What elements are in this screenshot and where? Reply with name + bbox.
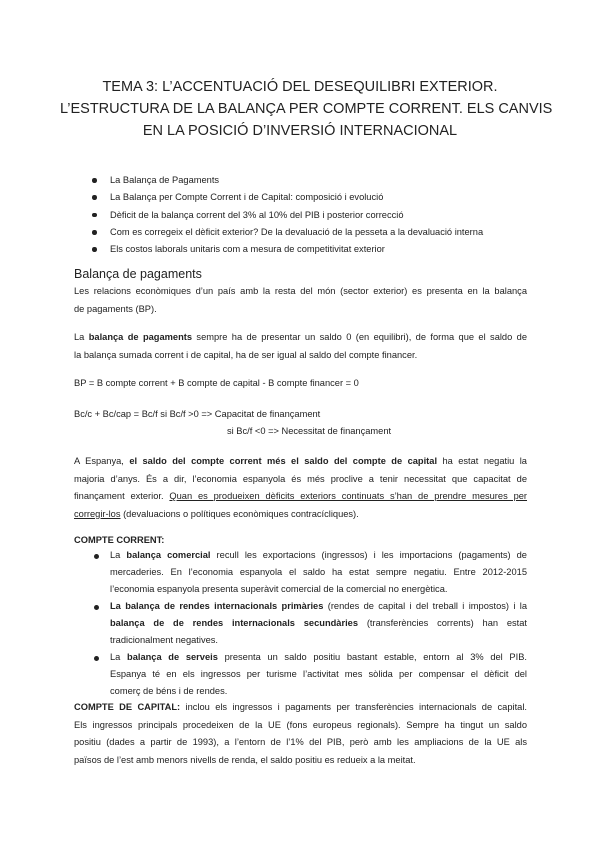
outline-item: Els costos laborals unitaris com a mesura de competitivitat exterior: [92, 241, 483, 258]
underlined-text: Quan es produeixen dèficits exteriors continuats s’han de prendre mesures per: [169, 491, 528, 501]
outline-list: [92, 172, 483, 258]
equation-condition-2: si Bc/f <0 => Necessitat de finançament: [227, 426, 392, 436]
text-run: La: [74, 332, 89, 342]
text-line: majoria d’anys. És a dir, l’economia espanyola és més proclive a tenir necessitat que capacitat de: [74, 473, 527, 484]
title-line-2: L’ESTRUCTURA DE LA BALANÇA PER COMPTE CORRENT. ELS CANVIS: [60, 101, 553, 117]
text-line: [110, 649, 527, 666]
list-item: [94, 649, 527, 700]
text-run: inclou els ingressos i pagaments per transferències internacionals de capital.: [180, 702, 527, 712]
bold-term: balança comercial: [126, 550, 211, 560]
bold-term: el saldo del compte corrent més el saldo del compte de capital: [129, 456, 438, 466]
text-run: A Espanya,: [74, 456, 130, 466]
text-run: recull les exportacions (ingressos) i les importacions (pagaments) de: [210, 550, 527, 560]
document-title: [60, 76, 553, 142]
text-run: finançament exterior.: [74, 491, 170, 501]
text-run: La: [110, 652, 128, 662]
text-line: [74, 506, 527, 524]
paragraph-balance: [74, 329, 527, 364]
list-item: [94, 547, 527, 598]
compte-corrent-heading: COMPTE CORRENT:: [74, 535, 165, 545]
text-line: [74, 453, 527, 471]
text-line: la balança sumada corrent i de capital, ha de ser igual al saldo del compte financer.: [74, 349, 418, 360]
text-line: [110, 615, 527, 632]
text-line: Els ingressos principals procedeixen de la UE (fons europeus regionals). Sempre ha tingut un saldo: [74, 719, 527, 730]
bold-term: COMPTE DE CAPITAL:: [74, 702, 181, 712]
compte-corrent-list: [94, 547, 527, 700]
title-line-1: TEMA 3: L’ACCENTUACIÓ DEL DESEQUILIBRI EXTERIOR.: [102, 79, 498, 95]
list-item: [94, 598, 527, 649]
equation-condition-1: Bc/c + Bc/cap = Bc/f si Bc/f >0 => Capacitat de finançament: [74, 409, 321, 419]
paragraph-capital: [74, 699, 527, 769]
bold-term: balança de pagaments: [88, 332, 193, 342]
text-line: Espanya té en els ingressos per turisme l’activitat mes sòlida per compensar el dèficit del: [110, 669, 527, 679]
text-run: La: [110, 550, 127, 560]
bold-term: balança de de rendes internacionals secundàries: [110, 618, 359, 628]
text-line: de pagaments (BP).: [74, 303, 157, 314]
text-line: mercaderies. En l’economia espanyola el saldo ha estat sempre negatiu. Entre 2012-2015: [110, 567, 527, 577]
text-run: presenta un saldo positiu bastant estable, entorn al 3% del PIB.: [217, 652, 527, 662]
paragraph-spain: [74, 453, 527, 523]
text-run: sempre ha de presentar un saldo 0 (en equilibri), de forma que el saldo de: [192, 332, 527, 342]
title-line-3: EN LA POSICIÓ D’INVERSIÓ INTERNACIONAL: [142, 123, 458, 139]
text-run: (rendes de capital i del treball i impostos) i la: [323, 601, 527, 611]
text-line: positiu (dades a partir de 1993), a l’entorn de l’1% del PIB, però amb les ampliacions de la UE als: [74, 737, 527, 747]
outline-item: La Balança de Pagaments: [92, 172, 483, 189]
text-line: països de l’est amb menors nivells de renda, el saldo positiu es redueix a la meitat.: [74, 754, 416, 765]
outline-item: Dèficit de la balança corrent del 3% al 10% del PIB i posterior correcció: [92, 207, 483, 224]
text-line: [110, 598, 527, 615]
text-line: comerç de béns i de rendes.: [110, 686, 228, 696]
text-line: tradicionalment negatives.: [110, 635, 219, 645]
bold-term: balança de serveis: [127, 652, 218, 662]
text-line: [74, 699, 527, 717]
text-line: l’economia espanyola presenta superàvit comercial de la comercial no energètica.: [110, 584, 448, 594]
text-run: ha estat negatiu la: [437, 456, 527, 466]
text-line: Les relacions econòmiques d’un país amb la resta del món (sector exterior) es presenta en la balança: [74, 286, 527, 296]
underlined-text: corregir-los: [74, 508, 121, 519]
text-run: (devaluacions o polítiques econòmiques contracícliques).: [120, 508, 359, 519]
outline-item: La Balança per Compte Corrent i de Capital: composició i evolució: [92, 189, 483, 206]
text-line: [110, 547, 527, 564]
section-heading: Balança de pagaments: [74, 267, 202, 281]
text-line: [74, 329, 527, 347]
bold-term: La balança de rendes internacionals primàries: [110, 601, 324, 611]
paragraph-intro: [74, 283, 527, 318]
outline-item: Com es corregeix el dèficit exterior? De la devaluació de la pesseta a la devaluació interna: [92, 224, 483, 241]
text-line: [74, 488, 527, 506]
text-run: (transferències corrents) han estat: [358, 618, 528, 628]
equation-bp: BP = B compte corrent + B compte de capital - B compte financer = 0: [74, 378, 359, 388]
